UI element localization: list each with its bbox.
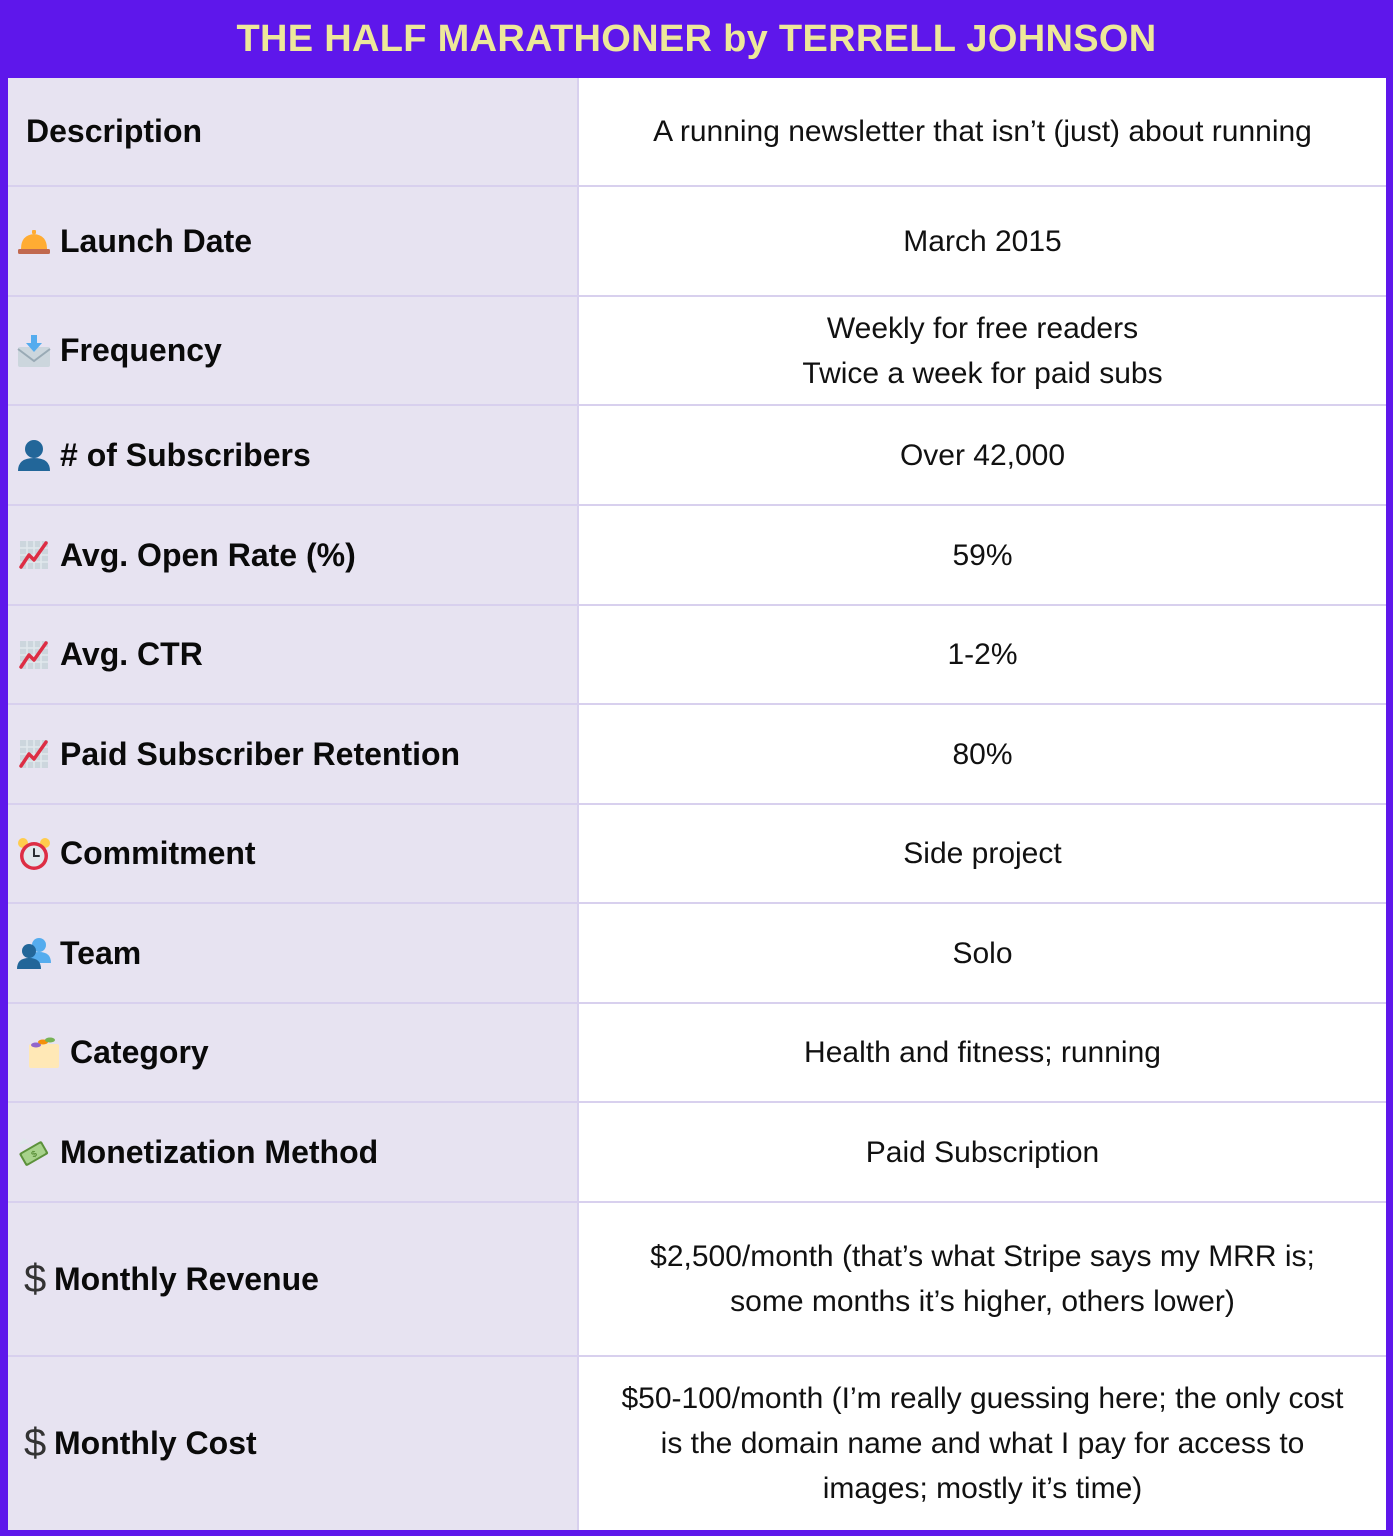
row-value-line: some months it’s higher, others lower) — [730, 1285, 1235, 1318]
row-label-text: Description — [26, 113, 203, 149]
table-row-monthly-cost — [8, 1357, 1386, 1530]
row-value — [579, 297, 1386, 404]
row-label-text: # of Subscribers — [60, 436, 311, 473]
row-value — [579, 606, 1386, 703]
row-value — [579, 187, 1386, 295]
row-value-line: Twice a week for paid subs — [802, 356, 1163, 390]
row-label-text: Frequency — [60, 332, 222, 368]
table-row-retention — [8, 705, 1386, 805]
table-row-launch-date — [8, 187, 1386, 297]
row-label — [8, 1004, 579, 1101]
dollar-sign-icon: $ — [24, 1421, 47, 1465]
bellhop-bell-icon — [14, 223, 54, 259]
table-row-commitment — [8, 805, 1386, 904]
row-value-line: Side project — [903, 837, 1062, 870]
row-label — [8, 1357, 579, 1530]
row-label-text: Launch Date — [60, 222, 253, 259]
row-label — [8, 805, 579, 902]
row-label — [8, 78, 579, 185]
table-row-category — [8, 1004, 1386, 1103]
table-row-frequency — [8, 297, 1386, 406]
row-value-line: Solo — [952, 936, 1013, 970]
row-value-line: $50-100/month (I’m really guessing here; the only cost — [621, 1382, 1344, 1415]
row-label-text: Avg. Open Rate (%) — [60, 536, 356, 573]
row-value-line: 80% — [952, 737, 1013, 771]
table-row-monthly-revenue — [8, 1203, 1386, 1357]
row-value-line: images; mostly it’s time) — [822, 1472, 1143, 1505]
title-bar — [0, 0, 1393, 78]
chart-increasing-icon — [14, 537, 54, 573]
row-label-text: Monthly Cost — [54, 1425, 257, 1461]
row-value — [579, 406, 1386, 504]
row-value — [579, 805, 1386, 902]
svg-text:$: $ — [29, 1148, 39, 1160]
row-value-line: March 2015 — [903, 224, 1062, 258]
card-index-dividers-icon — [24, 1035, 64, 1071]
row-value-line: $2,500/month (that’s what Stripe says my MRR is; — [650, 1240, 1315, 1273]
row-value-line: A running newsletter that isn’t (just) about running — [653, 115, 1312, 148]
table-row-subscribers — [8, 406, 1386, 506]
row-label — [8, 904, 579, 1002]
stats-table — [8, 78, 1386, 1530]
row-value-line: 59% — [952, 538, 1013, 572]
row-value — [579, 78, 1386, 185]
table-row-description — [8, 78, 1386, 187]
row-value — [579, 904, 1386, 1002]
table-row-open-rate — [8, 506, 1386, 606]
dollar-sign-icon: $ — [24, 1256, 47, 1301]
row-label — [8, 406, 579, 504]
row-label — [8, 297, 579, 404]
row-label — [8, 1203, 579, 1355]
row-label-text: Monetization Method — [60, 1133, 379, 1170]
bust-in-silhouette-icon — [14, 437, 54, 473]
row-value — [579, 506, 1386, 604]
row-label — [8, 187, 579, 295]
row-value — [579, 1203, 1386, 1355]
row-label — [8, 705, 579, 803]
row-value-line: Health and fitness; running — [804, 1036, 1161, 1069]
money-with-wings-icon — [14, 1134, 54, 1170]
row-value — [579, 705, 1386, 803]
row-label-text: Category — [70, 1034, 209, 1070]
row-value — [579, 1004, 1386, 1101]
row-label-text: Avg. CTR — [60, 636, 203, 672]
row-label-text: Monthly Revenue — [54, 1260, 319, 1297]
row-label-text: Paid Subscriber Retention — [60, 735, 461, 772]
row-value-line: 1-2% — [947, 638, 1018, 671]
row-label-text: Team — [60, 934, 142, 971]
envelope-with-arrow-icon — [14, 333, 54, 369]
row-label — [8, 606, 579, 703]
row-value — [579, 1103, 1386, 1201]
page-title: THE HALF MARATHONER by TERRELL JOHNSON — [236, 17, 1157, 60]
row-label — [8, 506, 579, 604]
table-row-monetization — [8, 1103, 1386, 1203]
alarm-clock-icon — [14, 836, 54, 872]
row-value-line: is the domain name and what I pay for access to — [660, 1427, 1305, 1460]
table-row-team — [8, 904, 1386, 1004]
row-label-text: Commitment — [60, 835, 256, 871]
table-row-ctr — [8, 606, 1386, 705]
row-value-line: Weekly for free readers — [826, 311, 1139, 345]
row-value-line: Over 42,000 — [899, 438, 1066, 472]
row-value-line: Paid Subscription — [865, 1135, 1100, 1169]
row-value — [579, 1357, 1386, 1530]
chart-increasing-icon — [14, 637, 54, 673]
row-label — [8, 1103, 579, 1201]
chart-increasing-icon — [14, 736, 54, 772]
busts-in-silhouette-icon — [14, 935, 54, 971]
